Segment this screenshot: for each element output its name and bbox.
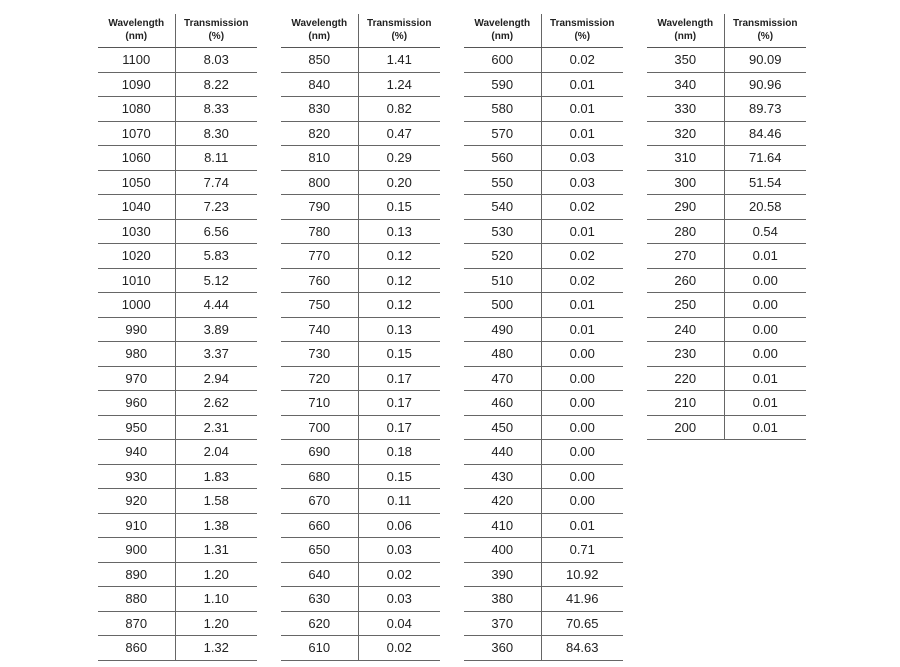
transmission-cell: 0.00 (541, 489, 623, 514)
transmission-cell: 0.00 (541, 342, 623, 367)
transmission-cell: 0.00 (724, 317, 806, 342)
wavelength-cell: 640 (281, 562, 358, 587)
table-row (98, 415, 257, 440)
wavelength-cell: 340 (647, 72, 724, 97)
wavelength-cell: 490 (464, 317, 541, 342)
transmission-cell: 0.01 (541, 72, 623, 97)
transmission-cell: 1.32 (175, 636, 257, 661)
wavelength-cell: 1040 (98, 195, 175, 220)
transmission-cell: 0.04 (358, 611, 440, 636)
table-row (464, 146, 623, 171)
table-row (281, 121, 440, 146)
wavelength-cell: 380 (464, 587, 541, 612)
wavelength-cell: 720 (281, 366, 358, 391)
table-row (464, 636, 623, 661)
transmission-cell: 41.96 (541, 587, 623, 612)
transmission-cell: 0.00 (541, 366, 623, 391)
table-row (647, 342, 806, 367)
table-row (98, 121, 257, 146)
wavelength-cell: 310 (647, 146, 724, 171)
transmission-cell: 0.00 (724, 342, 806, 367)
wavelength-cell: 770 (281, 244, 358, 269)
transmission-cell: 0.71 (541, 538, 623, 563)
table-row (647, 366, 806, 391)
wavelength-cell: 480 (464, 342, 541, 367)
transmission-cell: 5.83 (175, 244, 257, 269)
table-row (647, 293, 806, 318)
wavelength-cell: 1010 (98, 268, 175, 293)
transmission-cell: 0.12 (358, 244, 440, 269)
transmission-cell: 0.54 (724, 219, 806, 244)
wavelength-cell: 760 (281, 268, 358, 293)
header-wavelength: Wavelength (nm) (464, 14, 541, 48)
table-row (281, 366, 440, 391)
wavelength-cell: 680 (281, 464, 358, 489)
data-table (647, 14, 806, 440)
transmission-cell: 1.38 (175, 513, 257, 538)
wavelength-cell: 790 (281, 195, 358, 220)
wavelength-cell: 450 (464, 415, 541, 440)
table-row (281, 195, 440, 220)
table-row (464, 293, 623, 318)
table-row (98, 317, 257, 342)
table-row (464, 48, 623, 73)
wavelength-cell: 1100 (98, 48, 175, 73)
transmission-cell: 0.82 (358, 97, 440, 122)
wavelength-cell: 370 (464, 611, 541, 636)
transmission-cell: 0.00 (724, 268, 806, 293)
transmission-cell: 1.83 (175, 464, 257, 489)
transmission-cell: 7.23 (175, 195, 257, 220)
transmission-cell: 0.02 (358, 562, 440, 587)
wavelength-cell: 350 (647, 48, 724, 73)
table-row (98, 219, 257, 244)
transmission-cell: 3.37 (175, 342, 257, 367)
table-row (281, 538, 440, 563)
transmission-cell: 0.17 (358, 366, 440, 391)
table-row (98, 636, 257, 661)
transmission-cell: 1.31 (175, 538, 257, 563)
table-row (281, 317, 440, 342)
header-wavelength: Wavelength (nm) (281, 14, 358, 48)
table-row (464, 391, 623, 416)
table-row (464, 195, 623, 220)
table-row (464, 415, 623, 440)
transmission-cell: 0.01 (541, 317, 623, 342)
wavelength-cell: 300 (647, 170, 724, 195)
transmission-cell: 0.06 (358, 513, 440, 538)
wavelength-cell: 690 (281, 440, 358, 465)
transmission-cell: 0.01 (724, 366, 806, 391)
wavelength-cell: 940 (98, 440, 175, 465)
transmission-cell: 0.01 (541, 513, 623, 538)
table-row (464, 538, 623, 563)
wavelength-cell: 550 (464, 170, 541, 195)
transmission-cell: 8.22 (175, 72, 257, 97)
wavelength-cell: 1050 (98, 170, 175, 195)
wavelength-cell: 670 (281, 489, 358, 514)
transmission-cell: 10.92 (541, 562, 623, 587)
wavelength-cell: 830 (281, 97, 358, 122)
wavelength-cell: 960 (98, 391, 175, 416)
table-row (281, 489, 440, 514)
wavelength-cell: 570 (464, 121, 541, 146)
table-row (281, 244, 440, 269)
transmission-cell: 0.15 (358, 342, 440, 367)
wavelength-cell: 880 (98, 587, 175, 612)
data-table (464, 14, 623, 661)
table-row (281, 97, 440, 122)
wavelength-cell: 630 (281, 587, 358, 612)
table-row (647, 415, 806, 440)
wavelength-cell: 1070 (98, 121, 175, 146)
table-row (464, 489, 623, 514)
data-table-block-2 (281, 14, 440, 661)
wavelength-cell: 360 (464, 636, 541, 661)
wavelength-cell: 610 (281, 636, 358, 661)
transmission-cell: 0.01 (724, 391, 806, 416)
transmission-cell: 0.15 (358, 195, 440, 220)
wavelength-cell: 750 (281, 293, 358, 318)
wavelength-cell: 470 (464, 366, 541, 391)
table-row (98, 48, 257, 73)
transmission-cell: 0.18 (358, 440, 440, 465)
transmission-cell: 2.31 (175, 415, 257, 440)
table-row (464, 317, 623, 342)
wavelength-cell: 980 (98, 342, 175, 367)
transmission-cell: 0.03 (541, 146, 623, 171)
transmission-cell: 0.17 (358, 391, 440, 416)
transmission-cell: 3.89 (175, 317, 257, 342)
transmission-cell: 0.03 (541, 170, 623, 195)
wavelength-cell: 930 (98, 464, 175, 489)
transmission-cell: 1.24 (358, 72, 440, 97)
transmission-cell: 0.01 (541, 219, 623, 244)
transmission-cell: 0.00 (541, 464, 623, 489)
transmission-cell: 51.54 (724, 170, 806, 195)
table-row (464, 342, 623, 367)
table-row (281, 170, 440, 195)
wavelength-cell: 850 (281, 48, 358, 73)
wavelength-cell: 210 (647, 391, 724, 416)
table-row (98, 293, 257, 318)
transmission-cell: 0.03 (358, 538, 440, 563)
transmission-cell: 0.13 (358, 219, 440, 244)
transmission-cell: 2.62 (175, 391, 257, 416)
table-row (98, 244, 257, 269)
header-transmission: Transmission (%) (541, 14, 623, 48)
table-row (281, 513, 440, 538)
transmission-cell: 0.02 (541, 48, 623, 73)
table-row (464, 562, 623, 587)
table-row (98, 587, 257, 612)
wavelength-cell: 1030 (98, 219, 175, 244)
transmission-cell: 0.15 (358, 464, 440, 489)
table-row (464, 366, 623, 391)
table-row (98, 97, 257, 122)
table-row (98, 464, 257, 489)
wavelength-cell: 200 (647, 415, 724, 440)
transmission-cell: 90.96 (724, 72, 806, 97)
table-row (647, 219, 806, 244)
wavelength-cell: 420 (464, 489, 541, 514)
transmission-cell: 1.20 (175, 562, 257, 587)
transmission-cell: 1.41 (358, 48, 440, 73)
table-row (281, 587, 440, 612)
wavelength-cell: 780 (281, 219, 358, 244)
table-row (281, 268, 440, 293)
wavelength-cell: 530 (464, 219, 541, 244)
wavelength-cell: 260 (647, 268, 724, 293)
transmission-cell: 70.65 (541, 611, 623, 636)
transmission-cell: 5.12 (175, 268, 257, 293)
wavelength-cell: 410 (464, 513, 541, 538)
transmission-cell: 89.73 (724, 97, 806, 122)
wavelength-cell: 430 (464, 464, 541, 489)
table-row (647, 317, 806, 342)
transmission-cell: 0.00 (541, 415, 623, 440)
table-row (98, 146, 257, 171)
table-row (281, 611, 440, 636)
table-row (464, 121, 623, 146)
transmission-cell: 8.33 (175, 97, 257, 122)
header-transmission: Transmission (%) (358, 14, 440, 48)
transmission-cell: 7.74 (175, 170, 257, 195)
header-wavelength: Wavelength (nm) (647, 14, 724, 48)
wavelength-cell: 590 (464, 72, 541, 97)
wavelength-cell: 600 (464, 48, 541, 73)
transmission-cell: 71.64 (724, 146, 806, 171)
table-row (281, 293, 440, 318)
wavelength-cell: 330 (647, 97, 724, 122)
wavelength-cell: 820 (281, 121, 358, 146)
table-row (647, 244, 806, 269)
table-row (647, 72, 806, 97)
table-row (647, 121, 806, 146)
table-row (647, 97, 806, 122)
transmission-cell: 0.01 (541, 121, 623, 146)
transmission-cell: 1.10 (175, 587, 257, 612)
table-row (98, 391, 257, 416)
transmission-cell: 0.03 (358, 587, 440, 612)
wavelength-cell: 510 (464, 268, 541, 293)
data-table-block-3 (464, 14, 623, 661)
wavelength-cell: 620 (281, 611, 358, 636)
table-row (464, 464, 623, 489)
transmission-cell: 1.58 (175, 489, 257, 514)
transmission-cell: 8.30 (175, 121, 257, 146)
wavelength-cell: 950 (98, 415, 175, 440)
table-row (281, 146, 440, 171)
table-row (281, 415, 440, 440)
transmission-cell: 0.02 (541, 268, 623, 293)
transmission-cell: 0.01 (541, 97, 623, 122)
wavelength-cell: 650 (281, 538, 358, 563)
wavelength-cell: 290 (647, 195, 724, 220)
wavelength-cell: 520 (464, 244, 541, 269)
wavelength-cell: 320 (647, 121, 724, 146)
header-transmission: Transmission (%) (175, 14, 257, 48)
transmission-cell: 0.02 (358, 636, 440, 661)
transmission-cell: 0.11 (358, 489, 440, 514)
transmission-cell: 0.20 (358, 170, 440, 195)
wavelength-cell: 710 (281, 391, 358, 416)
data-table-block-4 (647, 14, 806, 440)
table-row (647, 195, 806, 220)
wavelength-cell: 270 (647, 244, 724, 269)
wavelength-cell: 970 (98, 366, 175, 391)
transmission-cell: 2.04 (175, 440, 257, 465)
wavelength-cell: 400 (464, 538, 541, 563)
transmission-cell: 0.17 (358, 415, 440, 440)
wavelength-cell: 700 (281, 415, 358, 440)
wavelength-cell: 1090 (98, 72, 175, 97)
table-row (464, 268, 623, 293)
wavelength-cell: 1000 (98, 293, 175, 318)
data-table (98, 14, 257, 661)
table-row (98, 611, 257, 636)
table-row (98, 342, 257, 367)
table-row (98, 538, 257, 563)
header-wavelength: Wavelength (nm) (98, 14, 175, 48)
table-row (281, 636, 440, 661)
data-table (281, 14, 440, 661)
table-row (464, 97, 623, 122)
table-row (464, 513, 623, 538)
transmission-cell: 0.01 (724, 244, 806, 269)
transmission-cell: 6.56 (175, 219, 257, 244)
transmission-cell: 90.09 (724, 48, 806, 73)
transmission-cell: 2.94 (175, 366, 257, 391)
table-row (281, 440, 440, 465)
wavelength-cell: 220 (647, 366, 724, 391)
table-row (281, 391, 440, 416)
table-row (464, 219, 623, 244)
wavelength-cell: 240 (647, 317, 724, 342)
table-row (98, 195, 257, 220)
table-row (647, 391, 806, 416)
transmission-cell: 0.29 (358, 146, 440, 171)
table-row (98, 489, 257, 514)
transmission-cell: 8.03 (175, 48, 257, 73)
transmission-cell: 0.00 (724, 293, 806, 318)
table-row (464, 440, 623, 465)
transmission-cell: 0.00 (541, 440, 623, 465)
table-row (464, 72, 623, 97)
table-row (281, 48, 440, 73)
transmission-cell: 20.58 (724, 195, 806, 220)
transmission-cell: 1.20 (175, 611, 257, 636)
transmission-cell: 0.00 (541, 391, 623, 416)
table-row (98, 366, 257, 391)
transmission-cell: 0.01 (541, 293, 623, 318)
wavelength-cell: 810 (281, 146, 358, 171)
wavelength-cell: 920 (98, 489, 175, 514)
wavelength-cell: 560 (464, 146, 541, 171)
wavelength-cell: 740 (281, 317, 358, 342)
table-row (281, 562, 440, 587)
wavelength-cell: 1080 (98, 97, 175, 122)
wavelength-cell: 840 (281, 72, 358, 97)
wavelength-cell: 800 (281, 170, 358, 195)
table-row (281, 464, 440, 489)
wavelength-cell: 390 (464, 562, 541, 587)
transmission-cell: 0.12 (358, 268, 440, 293)
wavelength-cell: 250 (647, 293, 724, 318)
wavelength-cell: 990 (98, 317, 175, 342)
table-row (464, 170, 623, 195)
wavelength-cell: 870 (98, 611, 175, 636)
data-table-block-1 (98, 14, 257, 661)
table-row (281, 342, 440, 367)
transmission-cell: 0.02 (541, 244, 623, 269)
wavelength-cell: 540 (464, 195, 541, 220)
wavelength-cell: 890 (98, 562, 175, 587)
wavelength-cell: 1020 (98, 244, 175, 269)
transmission-cell: 0.01 (724, 415, 806, 440)
transmission-cell: 8.11 (175, 146, 257, 171)
table-row (281, 219, 440, 244)
table-row (464, 611, 623, 636)
wavelength-cell: 1060 (98, 146, 175, 171)
table-row (647, 170, 806, 195)
wavelength-cell: 860 (98, 636, 175, 661)
table-row (464, 244, 623, 269)
wavelength-cell: 500 (464, 293, 541, 318)
header-transmission: Transmission (%) (724, 14, 806, 48)
table-row (98, 72, 257, 97)
transmission-cell: 4.44 (175, 293, 257, 318)
wavelength-cell: 440 (464, 440, 541, 465)
table-row (98, 562, 257, 587)
table-row (98, 170, 257, 195)
table-row (647, 146, 806, 171)
transmission-cell: 0.47 (358, 121, 440, 146)
wavelength-cell: 230 (647, 342, 724, 367)
table-row (464, 587, 623, 612)
wavelength-cell: 460 (464, 391, 541, 416)
table-row (647, 268, 806, 293)
table-row (98, 440, 257, 465)
table-row (647, 48, 806, 73)
transmission-cell: 0.13 (358, 317, 440, 342)
table-row (98, 513, 257, 538)
transmission-cell: 84.63 (541, 636, 623, 661)
wavelength-cell: 580 (464, 97, 541, 122)
transmission-cell: 0.02 (541, 195, 623, 220)
wavelength-cell: 910 (98, 513, 175, 538)
table-row (281, 72, 440, 97)
transmission-cell: 0.12 (358, 293, 440, 318)
wavelength-cell: 900 (98, 538, 175, 563)
transmission-cell: 84.46 (724, 121, 806, 146)
wavelength-cell: 660 (281, 513, 358, 538)
wavelength-cell: 280 (647, 219, 724, 244)
table-row (98, 268, 257, 293)
wavelength-cell: 730 (281, 342, 358, 367)
